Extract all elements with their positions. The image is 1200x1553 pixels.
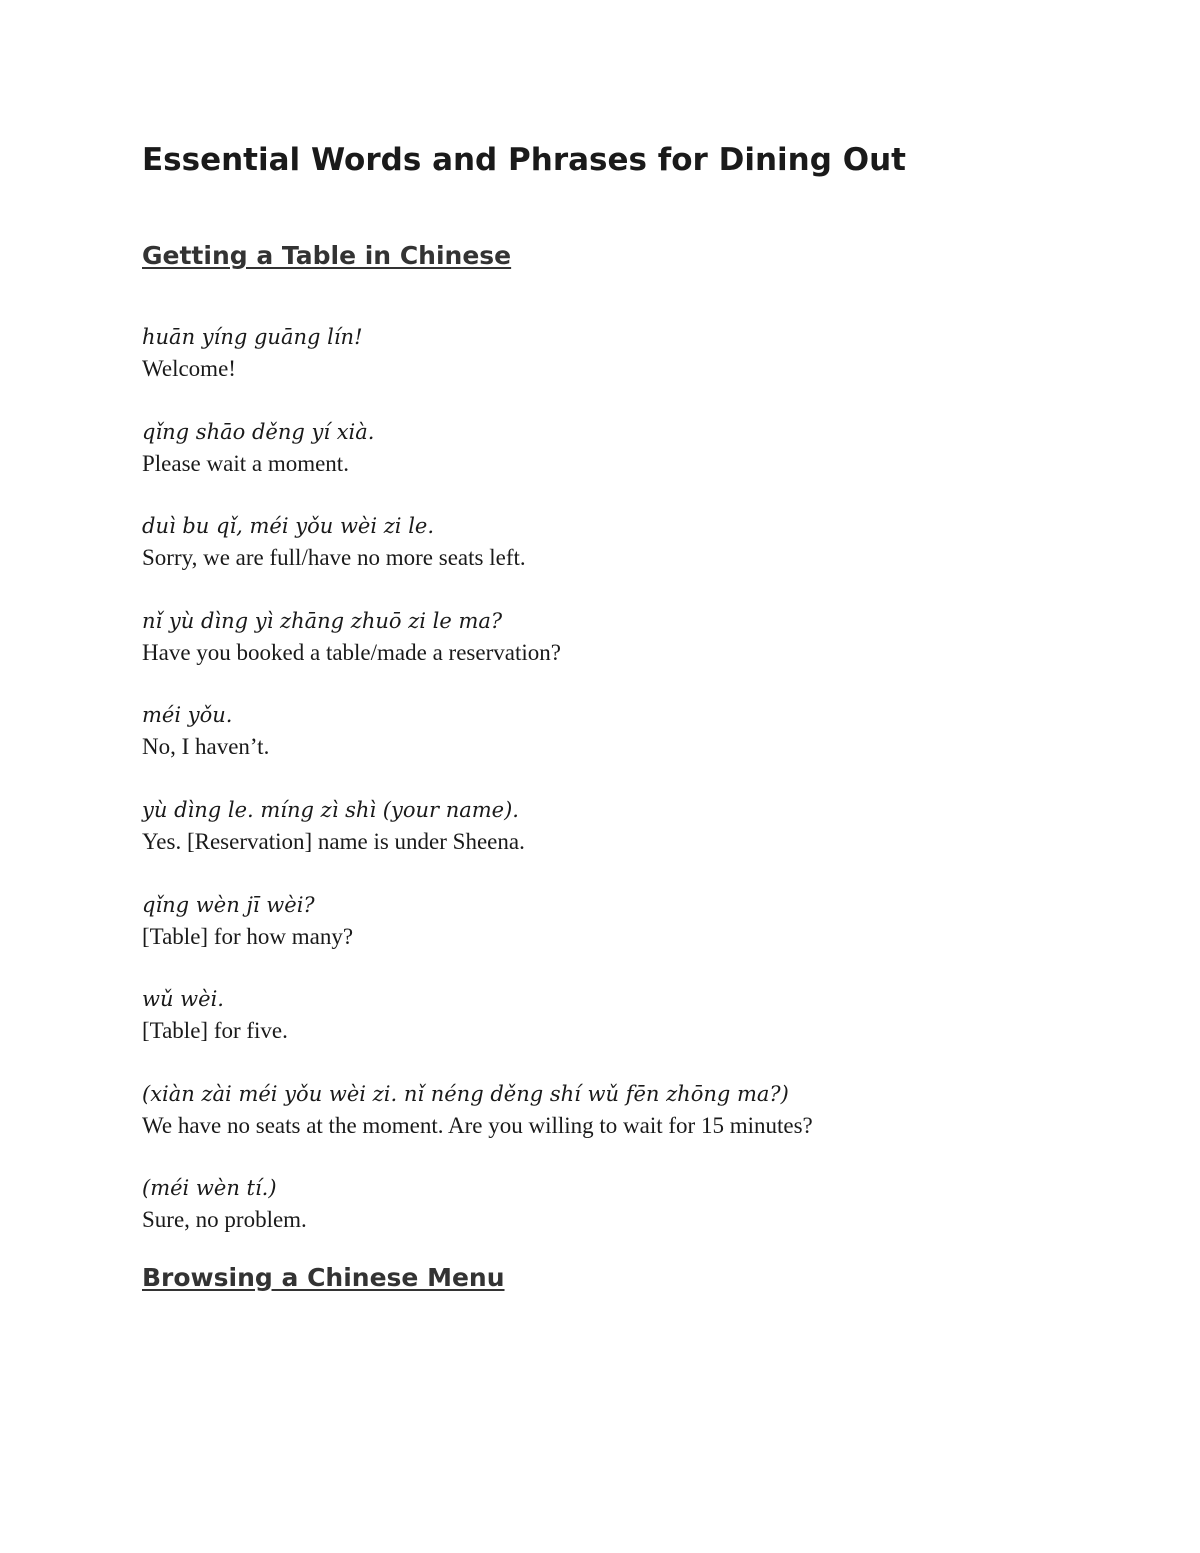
section-heading-getting-a-table: Getting a Table in Chinese xyxy=(142,241,512,270)
phrase-pinyin: nǐ yù dìng yì zhāng zhuō zi le ma? xyxy=(142,608,503,633)
phrase-item xyxy=(142,700,813,763)
phrase-pinyin: duì bu qǐ, méi yǒu wèi zi le. xyxy=(142,514,435,539)
phrase-item xyxy=(142,890,813,953)
phrase-translation: Have you booked a table/made a reservation? xyxy=(142,639,561,665)
phrase-pinyin: (xiàn zài méi yǒu wèi zi. nǐ néng děng shí wǔ fēn zhōng ma?) xyxy=(142,1081,789,1106)
phrase-translation: Please wait a moment. xyxy=(142,450,349,476)
phrase-item xyxy=(142,417,813,480)
phrase-item xyxy=(142,1173,813,1236)
phrase-translation: [Table] for how many? xyxy=(142,923,354,949)
phrase-item xyxy=(142,984,813,1047)
phrase-list xyxy=(142,322,813,1268)
phrase-item xyxy=(142,606,813,669)
phrase-pinyin: méi yǒu. xyxy=(142,703,233,728)
phrase-translation: No, I haven’t. xyxy=(142,734,270,760)
phrase-translation: Yes. [Reservation] name is under Sheena. xyxy=(142,828,525,854)
phrase-pinyin: wǔ wèi. xyxy=(142,987,224,1012)
phrase-pinyin: (méi wèn tí.) xyxy=(142,1176,277,1201)
phrase-pinyin: yù dìng le. míng zì shì (your name). xyxy=(142,797,519,822)
document-title: Essential Words and Phrases for Dining Out xyxy=(142,142,906,178)
phrase-translation: Sure, no problem. xyxy=(142,1207,307,1233)
phrase-translation: We have no seats at the moment. Are you willing to wait for 15 minutes? xyxy=(142,1112,813,1138)
phrase-pinyin: qǐng wèn jī wèi? xyxy=(142,892,315,917)
phrase-translation: Welcome! xyxy=(142,356,236,381)
phrase-pinyin: huān yíng guāng lín! xyxy=(142,325,363,349)
phrase-item xyxy=(142,322,813,385)
phrase-item xyxy=(142,511,813,574)
phrase-translation: [Table] for five. xyxy=(142,1018,288,1044)
phrase-item xyxy=(142,1079,813,1142)
phrase-pinyin: qǐng shāo děng yí xià. xyxy=(142,419,375,444)
phrase-item xyxy=(142,795,813,858)
section-heading-browsing-menu: Browsing a Chinese Menu xyxy=(142,1263,505,1292)
phrase-translation: Sorry, we are full/have no more seats left. xyxy=(142,545,526,571)
